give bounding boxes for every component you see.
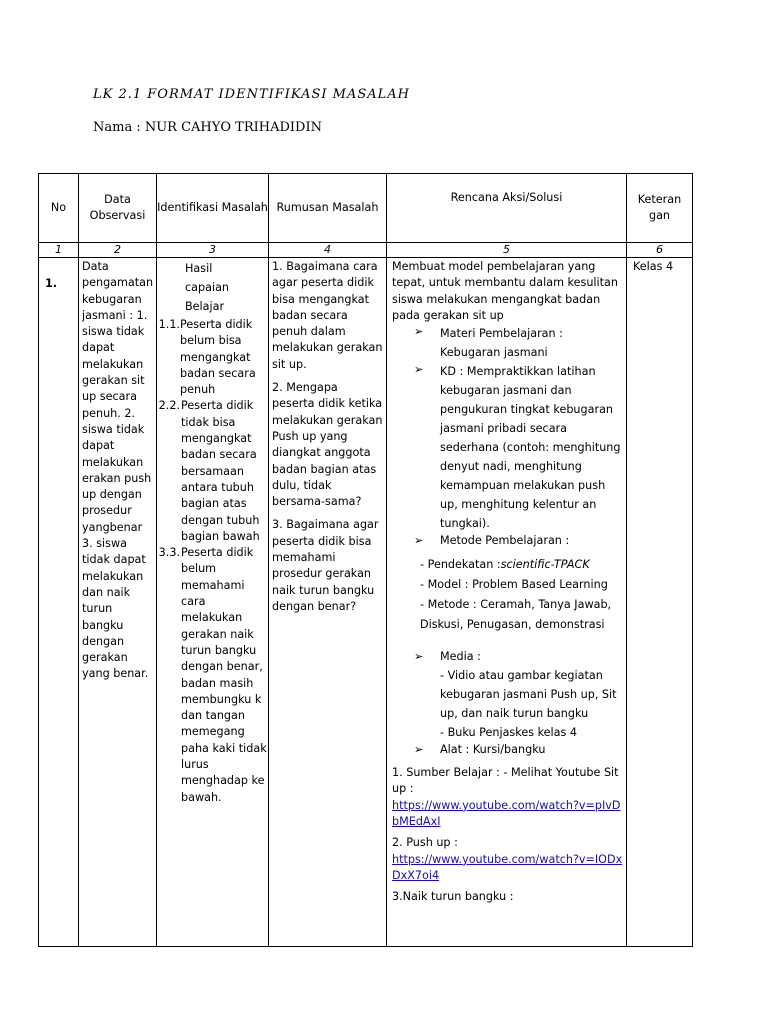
list-item: - Model : Problem Based Learning — [420, 578, 608, 592]
row-number: 1. — [45, 277, 58, 290]
col-num-3: 3 — [157, 243, 269, 258]
column-number-row — [39, 243, 693, 258]
list-item: 1.1. Peserta didik belum bisa mengangkat badan secara penuh — [158, 318, 256, 397]
list-item: ➢ KD : Mempraktikkan latihan kebugaran jasmani dan pengukuran tingkat kebugaran jasmani pribadi secara sederhana (contoh: menghitung denyut nadi, menghitung kemampuan melakukan push up, menghitung kelentur an tungkai). — [392, 362, 623, 533]
list-item: ➢ Materi Pembelajaran : Kebugaran jasmani — [392, 324, 623, 362]
header-row — [39, 174, 693, 243]
list-item: ➢ Metode Pembelajaran : — [392, 533, 623, 549]
sumber-belajar: 1. Sumber Belajar : - Melihat Youtube Sit up : — [392, 766, 619, 796]
header-rumusan: Rumusan Masalah — [269, 174, 387, 243]
arrow-bullet-icon: ➢ — [414, 534, 424, 548]
list-item: - Buku Penjaskes kelas 4 — [440, 725, 578, 739]
arrow-bullet-icon: ➢ — [414, 325, 424, 339]
col-num-2: 2 — [79, 243, 157, 258]
list-item: 3.3. Peserta didik belum memahami cara melakukan gerakan naik turun bangku dengan benar, badan masih membungku k dan tangan memegang paha kaki tidak lurus menghadap ke bawah. — [158, 546, 267, 804]
col-num-4: 4 — [269, 243, 387, 258]
header-identifikasi: Identifikasi Masalah — [157, 174, 269, 243]
push-up-label: 2. Push up : — [392, 836, 458, 850]
youtube-link-push-up[interactable]: https://www.youtube.com/watch?v=IODxDxX7oi4 — [392, 852, 623, 882]
row-rencana — [387, 258, 627, 947]
rencana-intro: Membuat model pembelajaran yang tepat, untuk membantu dalam kesulitan siswa melakukan mengangkat badan pada gerakan sit up — [392, 260, 618, 322]
arrow-bullet-icon: ➢ — [414, 363, 424, 377]
col-num-1: 1 — [39, 243, 79, 258]
col-num-5: 5 — [387, 243, 627, 258]
rumusan-list — [269, 258, 386, 616]
youtube-link-sit-up[interactable]: https://www.youtube.com/watch?v=pIvDbMEdAxI — [392, 798, 621, 828]
observasi-text: Data pengamatan kebugaran jasmani : 1. siswa tidak dapat melakukan gerakan sit up secara penuh. 2. siswa tidak dapat melakukan erakan push up dengan prosedur yangbenar 3. siswa tidak dapat melakukan dan naik turun bangku dengan gerakan yang benar. — [82, 260, 154, 681]
list-item: - Vidio atau gambar kegiatan kebugaran jasmani Push up, Sit up, dan naik turun bangku — [440, 668, 617, 720]
header-no: No — [39, 174, 79, 243]
list-item: 3. Bagaimana agar peserta didik bisa memahami prosedur gerakan naik turun bangku dengan benar? — [272, 518, 379, 613]
list-item: - Pendekatan :scientific-TPACK — [420, 558, 590, 572]
arrow-bullet-icon: ➢ — [414, 742, 424, 756]
row-observasi — [79, 258, 157, 947]
arrow-bullet-icon: ➢ — [414, 650, 424, 664]
document-title: LK 2.1 FORMAT IDENTIFIKASI MASALAH — [93, 87, 411, 102]
header-keterangan: Keteran gan — [627, 174, 693, 243]
naik-turun-label: 3.Naik turun bangku : — [392, 890, 514, 904]
list-item: 2. Mengapa peserta didik ketika melakukan gerakan Push up yang diangkat anggota badan bagian atas dulu, tidak bersama-sama? — [272, 381, 383, 509]
list-item: - Metode : Ceramah, Tanya Jawab, Diskusi, Penugasan, demonstrasi — [420, 598, 612, 632]
row-identifikasi — [157, 258, 269, 947]
table-row — [39, 258, 693, 947]
problem-identification-table — [38, 173, 693, 947]
list-item: 2.2. Peserta didik tidak bisa mengangkat badan secara bersamaan antara tubuh bagian atas dengan tubuh bagian bawah — [158, 399, 260, 543]
name-line: Nama : NUR CAHYO TRIHADIDIN — [93, 120, 322, 135]
header-data-observasi: Data Observasi — [79, 174, 157, 243]
list-item: 1. Bagaimana cara agar peserta didik bisa mengangkat badan secara penuh dalam melakukan gerakan sit up. — [272, 260, 383, 371]
row-keterangan — [627, 258, 693, 947]
list-item: ➢ Media : — [392, 649, 623, 665]
keterangan-text: Kelas 4 — [633, 260, 674, 273]
identifikasi-intro: Hasil capaian Belajar — [185, 262, 230, 313]
list-item: ➢ Alat : Kursi/bangku — [392, 742, 623, 758]
row-rumusan — [269, 258, 387, 947]
row-no — [39, 258, 79, 947]
col-num-6: 6 — [627, 243, 693, 258]
header-rencana: Rencana Aksi/Solusi — [387, 174, 627, 243]
